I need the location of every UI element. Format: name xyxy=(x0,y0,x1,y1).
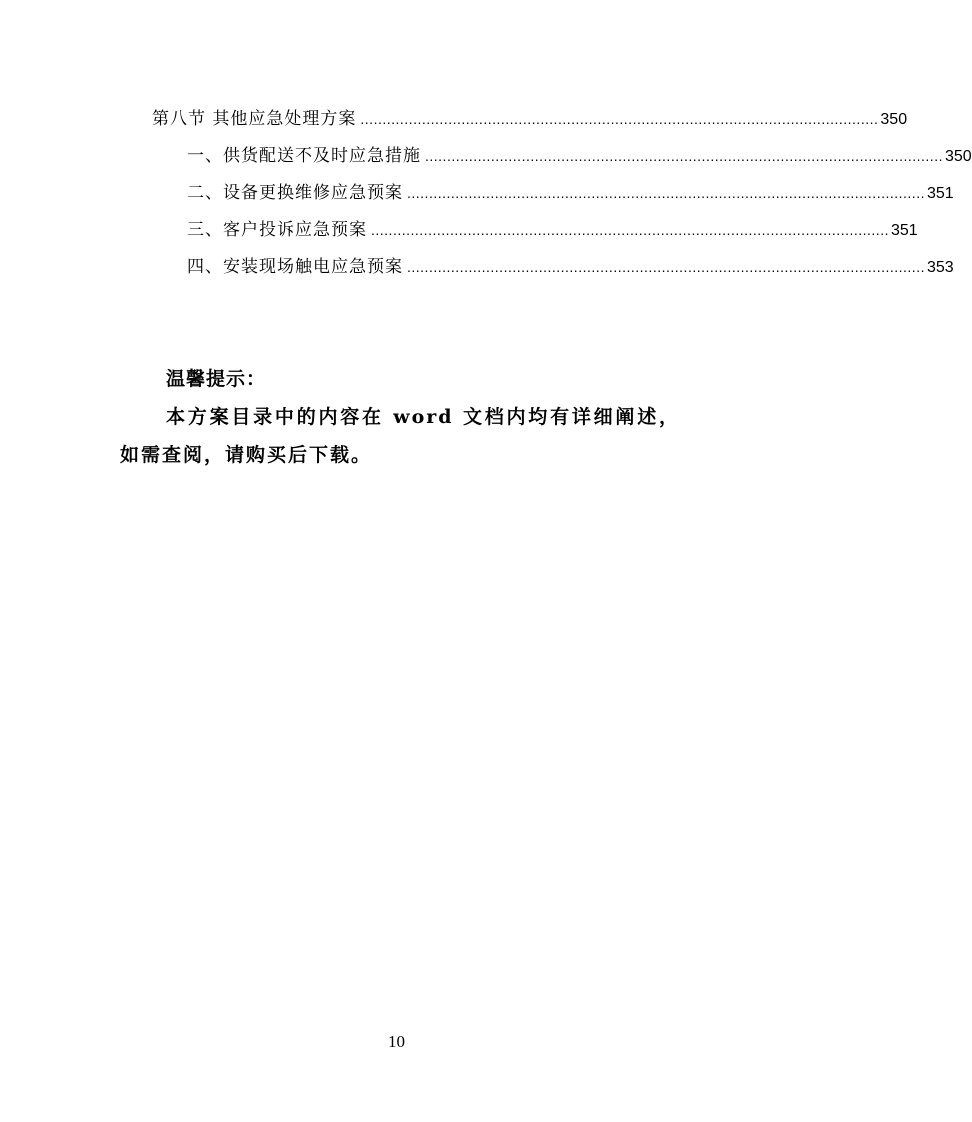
toc-item-row[interactable] xyxy=(187,252,954,282)
toc-section-label: 第八节 其他应急处理方案 xyxy=(152,109,357,129)
toc-leader-dots: ...................................................................................................................... xyxy=(425,148,943,164)
page-number: 10 xyxy=(388,1032,405,1051)
toc-leader-dots: ...................................................................................................................... xyxy=(407,259,925,275)
toc-item-label: 一、供货配送不及时应急措施 xyxy=(187,146,421,166)
toc-item-label: 四、安装现场触电应急预案 xyxy=(187,257,403,277)
toc-item-label: 二、设备更换维修应急预案 xyxy=(187,183,403,203)
toc-item-page: 353 xyxy=(926,259,954,276)
toc-leader-dots: ...................................................................................................................... xyxy=(371,222,889,238)
toc-item-label: 三、客户投诉应急预案 xyxy=(187,220,367,240)
toc-item-row[interactable] xyxy=(187,215,918,245)
toc-item-row[interactable] xyxy=(187,141,972,171)
toc-item-page: 351 xyxy=(926,185,954,202)
toc-item-page: 351 xyxy=(890,222,918,239)
toc-leader-dots: ...................................................................................................................... xyxy=(407,185,925,201)
notice-block xyxy=(120,360,680,474)
toc-item-row[interactable] xyxy=(187,178,954,208)
toc-leader-dots: ...................................................................................................................... xyxy=(360,111,879,127)
notice-body: 本方案目录中的内容在 word 文档内均有详细阐述，如需查阅，请购买后下载。 xyxy=(120,406,680,466)
toc-section-page: 350 xyxy=(880,111,908,128)
toc-section-row[interactable] xyxy=(152,104,908,134)
toc-item-page: 350 xyxy=(944,148,972,165)
notice-title: 温馨提示： xyxy=(166,368,267,390)
